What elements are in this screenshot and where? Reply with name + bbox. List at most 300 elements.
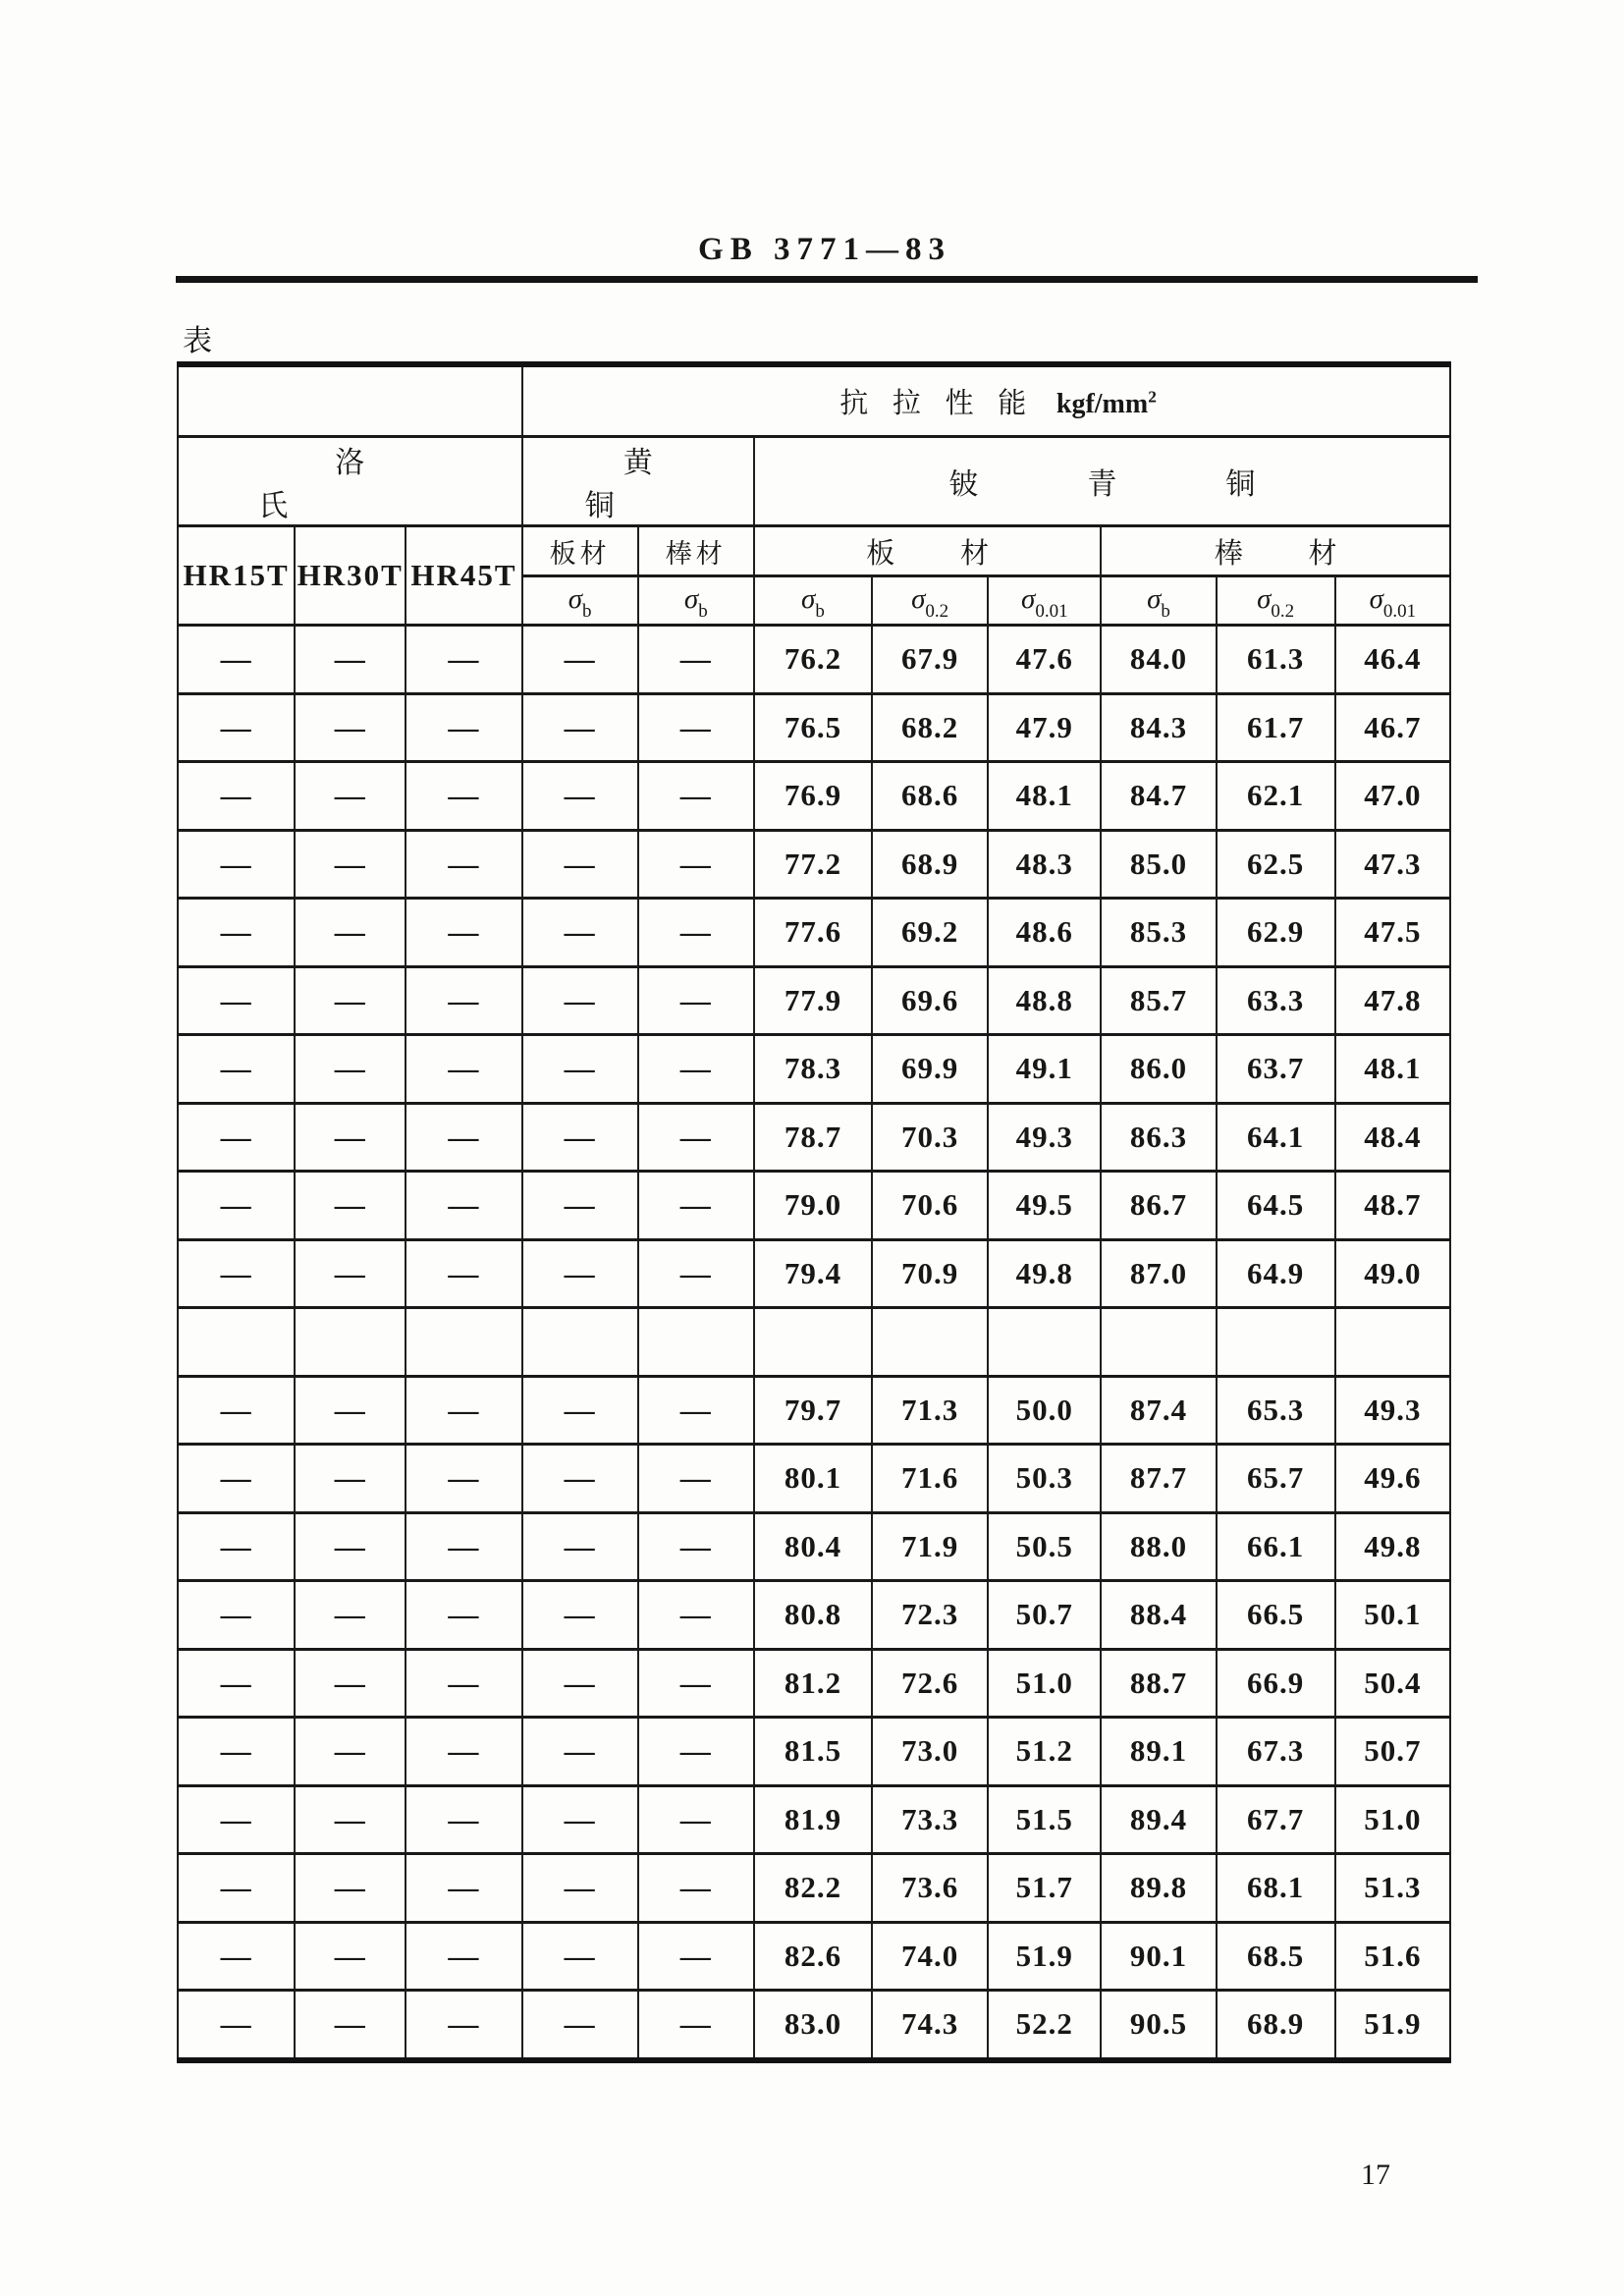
table-cell: 47.8	[1335, 966, 1450, 1035]
table-row	[178, 1445, 1450, 1513]
header-row-subgroups	[178, 526, 1450, 576]
table-row	[178, 1376, 1450, 1445]
sigma-symbol: σ	[801, 583, 816, 616]
table-cell: —	[295, 1649, 406, 1718]
table-cell: 79.0	[754, 1172, 872, 1240]
sigma-symbol: σ	[911, 583, 926, 616]
table-cell: 72.3	[872, 1581, 988, 1650]
brass-plate-header-cell	[522, 526, 638, 576]
table-cell: 84.0	[1101, 626, 1216, 694]
table-row	[178, 1718, 1450, 1786]
bronze-plate-header-cell	[754, 526, 1102, 576]
table-cell: —	[522, 1239, 638, 1308]
table-cell: 50.1	[1335, 1581, 1450, 1650]
table-cell: 65.3	[1217, 1376, 1335, 1445]
table-cell: —	[638, 1581, 754, 1650]
table-cell: 68.2	[872, 693, 988, 762]
table-cell: 48.1	[988, 762, 1101, 831]
table-cell: 47.6	[988, 626, 1101, 694]
table-cell: 50.7	[988, 1581, 1101, 1650]
table-cell: —	[638, 966, 754, 1035]
table-cell: 51.9	[988, 1922, 1101, 1991]
table-cell: —	[522, 693, 638, 762]
table-cell: 68.9	[1217, 1991, 1335, 2060]
sigma-subscript: 0.2	[925, 600, 949, 622]
table-cell: 82.6	[754, 1922, 872, 1991]
sigma-b-header	[638, 576, 754, 626]
table-cell: 79.7	[754, 1376, 872, 1445]
table-cell: 78.3	[754, 1035, 872, 1104]
table-cell: —	[178, 1718, 295, 1786]
table-label: 表	[183, 324, 212, 358]
table-row	[178, 1581, 1450, 1650]
table-cell: —	[295, 1581, 406, 1650]
table-cell: —	[295, 1991, 406, 2060]
table-cell: 49.1	[988, 1035, 1101, 1104]
table-cell: 47.5	[1335, 899, 1450, 967]
table-cell: 46.4	[1335, 626, 1450, 694]
table-cell: —	[406, 1172, 521, 1240]
table-cell: —	[638, 1103, 754, 1172]
table-row	[178, 762, 1450, 831]
table-cell: —	[178, 1785, 295, 1854]
sigma-02-header	[872, 576, 988, 626]
table-cell: 49.0	[1335, 1239, 1450, 1308]
header-rule	[176, 276, 1478, 283]
table-cell: 89.4	[1101, 1785, 1216, 1854]
table-cell: 51.2	[988, 1718, 1101, 1786]
table-row	[178, 1512, 1450, 1581]
table-cell: —	[295, 626, 406, 694]
table-cell	[1101, 1308, 1216, 1377]
table-cell: 68.5	[1217, 1922, 1335, 1991]
brass-group-cell	[522, 437, 754, 526]
table-cell: 50.5	[988, 1512, 1101, 1581]
table-cell: —	[178, 1512, 295, 1581]
header-row-tensile	[178, 364, 1450, 437]
table-cell: 77.9	[754, 966, 872, 1035]
table-cell: —	[522, 1512, 638, 1581]
table-cell: —	[522, 1035, 638, 1104]
table-cell	[872, 1308, 988, 1377]
table-cell: 51.6	[1335, 1922, 1450, 1991]
table-cell: —	[295, 1445, 406, 1513]
table-cell: —	[178, 1581, 295, 1650]
table-cell: 81.9	[754, 1785, 872, 1854]
table-cell	[638, 1308, 754, 1377]
table-cell: 86.0	[1101, 1035, 1216, 1104]
table-cell: 51.0	[988, 1649, 1101, 1718]
table-row	[178, 966, 1450, 1035]
table-cell: —	[406, 1854, 521, 1923]
table-cell: 90.5	[1101, 1991, 1216, 2060]
table-cell: —	[295, 693, 406, 762]
table-cell: —	[178, 626, 295, 694]
table-cell: —	[406, 899, 521, 967]
table-cell: —	[178, 1922, 295, 1991]
table-cell: 48.7	[1335, 1172, 1450, 1240]
table-cell: 68.1	[1217, 1854, 1335, 1923]
table-cell: —	[178, 693, 295, 762]
table-row	[178, 1239, 1450, 1308]
table-cell: —	[178, 1991, 295, 2060]
table-cell: —	[295, 830, 406, 899]
table-cell: 51.5	[988, 1785, 1101, 1854]
sigma-subscript: b	[582, 600, 592, 622]
table-cell: —	[406, 762, 521, 831]
table-cell: —	[295, 1854, 406, 1923]
table-cell: 70.3	[872, 1103, 988, 1172]
table-cell: 87.0	[1101, 1239, 1216, 1308]
table-cell: —	[406, 1239, 521, 1308]
table-cell: 82.2	[754, 1854, 872, 1923]
table-cell	[988, 1308, 1101, 1377]
table-cell: —	[406, 1991, 521, 2060]
tensile-unit-exponent: 2	[1148, 387, 1157, 407]
table-cell: 62.5	[1217, 830, 1335, 899]
bronze-plate-label: 板材	[866, 535, 1055, 570]
table-cell: 89.8	[1101, 1854, 1216, 1923]
table-row	[178, 626, 1450, 694]
table-cell: 68.6	[872, 762, 988, 831]
table-cell: —	[638, 899, 754, 967]
table-cell: —	[295, 1239, 406, 1308]
brass-group-label: 黄铜	[584, 446, 730, 523]
table-cell: —	[406, 1581, 521, 1650]
table-cell: —	[522, 626, 638, 694]
table-cell: 61.3	[1217, 626, 1335, 694]
table-cell: —	[522, 966, 638, 1035]
sigma-subscript: b	[815, 600, 825, 622]
table-cell: 64.1	[1217, 1103, 1335, 1172]
sigma-subscript: b	[1161, 600, 1170, 622]
sigma-b-header	[754, 576, 872, 626]
table-cell: 49.5	[988, 1172, 1101, 1240]
table-cell: 88.0	[1101, 1512, 1216, 1581]
table-cell	[1217, 1308, 1335, 1377]
table-cell: —	[638, 1718, 754, 1786]
table-cell: 52.2	[988, 1991, 1101, 2060]
table-cell: 71.9	[872, 1512, 988, 1581]
table-cell: —	[522, 762, 638, 831]
table-cell: —	[522, 1854, 638, 1923]
table-cell: —	[178, 1649, 295, 1718]
table-cell: —	[295, 1376, 406, 1445]
tensile-header-cell	[522, 364, 1450, 437]
table-cell: 49.8	[988, 1239, 1101, 1308]
table-cell: 61.7	[1217, 693, 1335, 762]
table-cell: —	[178, 1239, 295, 1308]
table-cell: 84.7	[1101, 762, 1216, 831]
table-cell: 46.7	[1335, 693, 1450, 762]
table-cell: 73.0	[872, 1718, 988, 1786]
table-cell: —	[178, 1172, 295, 1240]
table-cell: —	[638, 1239, 754, 1308]
table-cell: —	[522, 1103, 638, 1172]
table-cell: 74.0	[872, 1922, 988, 1991]
table-cell: 51.0	[1335, 1785, 1450, 1854]
table-cell: 51.9	[1335, 1991, 1450, 2060]
table-cell: 77.2	[754, 830, 872, 899]
table-cell: 73.3	[872, 1785, 988, 1854]
table-row	[178, 1308, 1450, 1377]
table-cell: 48.1	[1335, 1035, 1450, 1104]
table-cell: —	[638, 1649, 754, 1718]
table-row	[178, 1649, 1450, 1718]
brass-rod-header-cell	[638, 526, 754, 576]
table-cell: —	[295, 1512, 406, 1581]
table-cell: —	[406, 1922, 521, 1991]
table-cell: 76.5	[754, 693, 872, 762]
sigma-b-header	[522, 576, 638, 626]
table-cell: 69.2	[872, 899, 988, 967]
table-cell: 64.5	[1217, 1172, 1335, 1240]
table-cell: —	[406, 1103, 521, 1172]
table-cell: —	[178, 830, 295, 899]
corner-empty-cell	[178, 364, 522, 437]
table-cell: 76.2	[754, 626, 872, 694]
beryllium-bronze-group-cell	[754, 437, 1450, 526]
table-cell: —	[638, 1922, 754, 1991]
sigma-symbol: σ	[1021, 583, 1036, 616]
table-cell: 74.3	[872, 1991, 988, 2060]
table-cell: 70.9	[872, 1239, 988, 1308]
beryllium-bronze-group-label: 铍青铜	[948, 467, 1365, 502]
table-cell: —	[522, 899, 638, 967]
table-cell: 48.3	[988, 830, 1101, 899]
table-cell: 66.1	[1217, 1512, 1335, 1581]
table-cell: 80.8	[754, 1581, 872, 1650]
header-row-groups	[178, 437, 1450, 526]
tensile-unit	[1056, 389, 1157, 419]
sigma-b-header	[1101, 576, 1216, 626]
table-cell: —	[522, 1991, 638, 2060]
table-row	[178, 1785, 1450, 1854]
table-cell: 51.3	[1335, 1854, 1450, 1923]
table-cell: —	[522, 1376, 638, 1445]
table-cell	[178, 1308, 295, 1377]
table-cell	[522, 1308, 638, 1377]
table-cell: 47.3	[1335, 830, 1450, 899]
table-cell: 50.3	[988, 1445, 1101, 1513]
table-cell: 68.9	[872, 830, 988, 899]
table-cell	[406, 1308, 521, 1377]
sigma-subscript: 0.01	[1382, 600, 1417, 622]
page-number: 17	[1361, 2159, 1390, 2191]
table-cell: —	[638, 1445, 754, 1513]
table-cell: 67.9	[872, 626, 988, 694]
table-cell: 85.7	[1101, 966, 1216, 1035]
table-cell: 83.0	[754, 1991, 872, 2060]
table-cell: —	[522, 1581, 638, 1650]
table-cell	[1335, 1308, 1450, 1377]
table-cell: 47.0	[1335, 762, 1450, 831]
sigma-subscript: 0.01	[1035, 600, 1068, 622]
brass-rod-label: 棒材	[665, 538, 727, 570]
table-cell: —	[295, 966, 406, 1035]
table-cell: 80.1	[754, 1445, 872, 1513]
tensile-unit-base: kgf/mm	[1056, 389, 1149, 419]
table-cell: 64.9	[1217, 1239, 1335, 1308]
standard-code-heading: GB 3771—83	[698, 232, 951, 267]
rockwell-group-cell	[178, 437, 522, 526]
table-cell: —	[638, 1172, 754, 1240]
table-cell: 76.9	[754, 762, 872, 831]
table-cell: —	[522, 1445, 638, 1513]
table-cell: 84.3	[1101, 693, 1216, 762]
table-cell: 81.5	[754, 1718, 872, 1786]
table-cell: —	[638, 762, 754, 831]
table-cell: —	[638, 1785, 754, 1854]
table-cell: 63.3	[1217, 966, 1335, 1035]
table-row	[178, 1103, 1450, 1172]
table-cell: —	[295, 899, 406, 967]
table-cell: —	[178, 1035, 295, 1104]
table-cell: 65.7	[1217, 1445, 1335, 1513]
table-row	[178, 1854, 1450, 1923]
table-cell: —	[295, 1035, 406, 1104]
table-cell: 86.7	[1101, 1172, 1216, 1240]
sigma-symbol: σ	[1369, 583, 1383, 616]
table-row	[178, 830, 1450, 899]
table-cell: —	[638, 1035, 754, 1104]
table-cell: 71.6	[872, 1445, 988, 1513]
table-cell: —	[178, 966, 295, 1035]
table-row	[178, 1035, 1450, 1104]
table-cell: —	[638, 830, 754, 899]
sigma-subscript: 0.2	[1271, 600, 1295, 622]
table-cell: 66.5	[1217, 1581, 1335, 1650]
table-cell: 62.9	[1217, 899, 1335, 967]
table-cell: 48.6	[988, 899, 1101, 967]
table-cell: —	[406, 693, 521, 762]
sigma-symbol: σ	[1257, 583, 1272, 616]
table-cell: —	[638, 626, 754, 694]
table-cell: —	[406, 830, 521, 899]
table-cell: 49.3	[988, 1103, 1101, 1172]
table-cell: 77.6	[754, 899, 872, 967]
table-cell: —	[638, 1376, 754, 1445]
table-cell: 88.4	[1101, 1581, 1216, 1650]
table-cell: —	[406, 1376, 521, 1445]
table-cell: —	[295, 1718, 406, 1786]
table-cell: —	[178, 1445, 295, 1513]
table-cell: —	[295, 1922, 406, 1991]
table-cell: —	[295, 1785, 406, 1854]
table-row	[178, 693, 1450, 762]
table-cell: —	[406, 1785, 521, 1854]
column-header-hr45t: HR45T	[406, 526, 521, 626]
table-cell: —	[406, 1718, 521, 1786]
table-row	[178, 1991, 1450, 2060]
sigma-symbol: σ	[568, 583, 583, 616]
table-cell: 50.7	[1335, 1718, 1450, 1786]
sigma-symbol: σ	[683, 583, 699, 616]
table-cell: 69.6	[872, 966, 988, 1035]
table-cell: —	[406, 1649, 521, 1718]
table-cell: —	[638, 1512, 754, 1581]
table-row	[178, 1172, 1450, 1240]
table-cell: —	[638, 693, 754, 762]
sigma-subscript: b	[698, 600, 708, 622]
table-cell: —	[406, 966, 521, 1035]
table-body	[178, 626, 1450, 2060]
table-cell: 67.3	[1217, 1718, 1335, 1786]
table-cell: 49.8	[1335, 1512, 1450, 1581]
table-cell: 89.1	[1101, 1718, 1216, 1786]
table-cell: —	[522, 1718, 638, 1786]
table-cell: 49.3	[1335, 1376, 1450, 1445]
table-cell: 70.6	[872, 1172, 988, 1240]
table-cell: —	[178, 899, 295, 967]
table-cell: 51.7	[988, 1854, 1101, 1923]
table-cell: 72.6	[872, 1649, 988, 1718]
table-cell: 62.1	[1217, 762, 1335, 831]
table-cell: —	[406, 1512, 521, 1581]
table-cell: —	[178, 1854, 295, 1923]
table-cell: 85.3	[1101, 899, 1216, 967]
table-cell: —	[638, 1991, 754, 2060]
table-cell: —	[522, 1922, 638, 1991]
sigma-001-header	[988, 576, 1101, 626]
table-cell: 48.4	[1335, 1103, 1450, 1172]
table-cell: 81.2	[754, 1649, 872, 1718]
rockwell-group-label: 洛氏	[258, 446, 518, 523]
sigma-symbol: σ	[1147, 583, 1162, 616]
table-cell: 67.7	[1217, 1785, 1335, 1854]
table-cell: 48.8	[988, 966, 1101, 1035]
table-cell	[295, 1308, 406, 1377]
table-cell: 50.4	[1335, 1649, 1450, 1718]
table-cell: 78.7	[754, 1103, 872, 1172]
table-cell: 49.6	[1335, 1445, 1450, 1513]
table-cell: 63.7	[1217, 1035, 1335, 1104]
table-cell: —	[522, 1172, 638, 1240]
table-cell: —	[295, 1103, 406, 1172]
table-cell: —	[178, 762, 295, 831]
table-row	[178, 1922, 1450, 1991]
table-cell: 69.9	[872, 1035, 988, 1104]
table-cell: 85.0	[1101, 830, 1216, 899]
table-cell: 66.9	[1217, 1649, 1335, 1718]
table-cell: 47.9	[988, 693, 1101, 762]
table-cell: 90.1	[1101, 1922, 1216, 1991]
table-cell	[754, 1308, 872, 1377]
table-cell: 87.7	[1101, 1445, 1216, 1513]
table-cell: 88.7	[1101, 1649, 1216, 1718]
table-cell: —	[406, 1035, 521, 1104]
table-cell: 86.3	[1101, 1103, 1216, 1172]
table-cell: —	[522, 1785, 638, 1854]
table-cell: 50.0	[988, 1376, 1101, 1445]
table-cell: —	[178, 1103, 295, 1172]
table-cell: 80.4	[754, 1512, 872, 1581]
sigma-001-header	[1335, 576, 1450, 626]
bronze-rod-header-cell	[1101, 526, 1450, 576]
bronze-rod-label: 棒材	[1214, 535, 1403, 570]
brass-plate-label: 板材	[549, 538, 611, 570]
table-cell: —	[522, 830, 638, 899]
table-cell: —	[522, 1649, 638, 1718]
table-cell: 79.4	[754, 1239, 872, 1308]
sigma-02-header	[1217, 576, 1335, 626]
table-row	[178, 899, 1450, 967]
column-header-hr30t: HR30T	[295, 526, 406, 626]
column-header-hr15t: HR15T	[178, 526, 295, 626]
hardness-conversion-table	[177, 361, 1451, 2063]
tensile-title: 抗拉性能	[839, 386, 1051, 419]
table-cell: —	[406, 1445, 521, 1513]
